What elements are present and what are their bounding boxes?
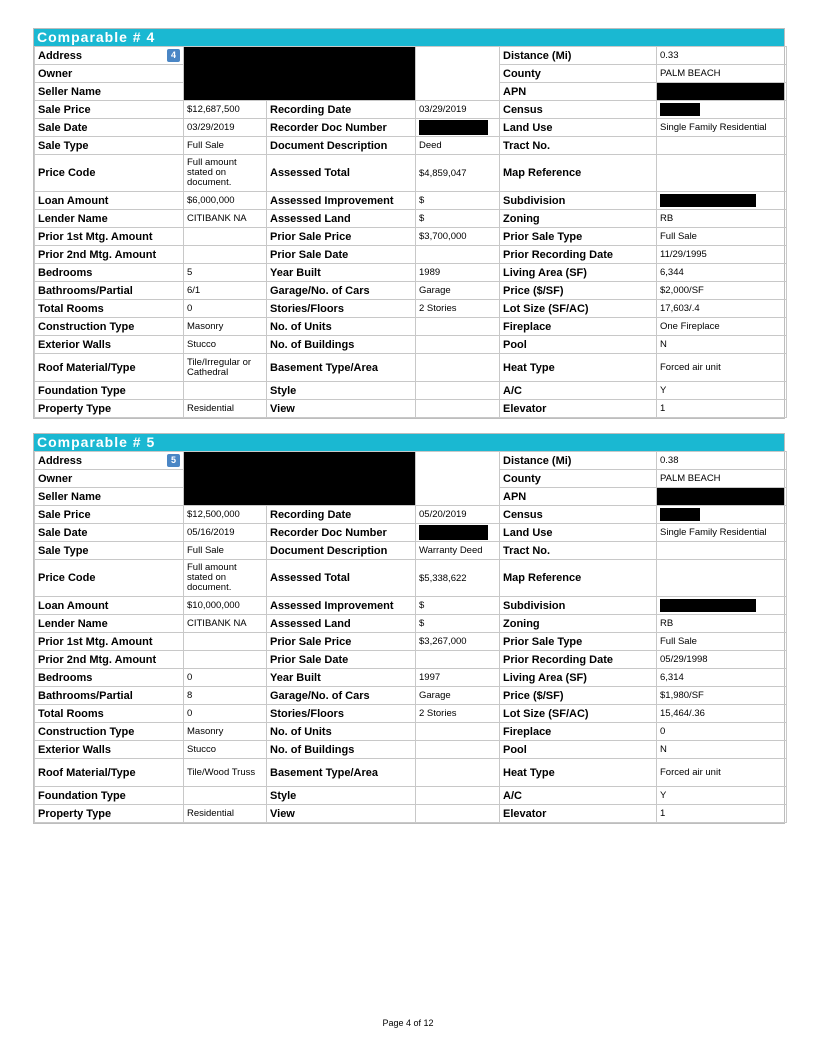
value-living-area: 6,344	[657, 264, 787, 282]
label-year-built: Year Built	[267, 669, 416, 687]
value-lender-name: CITIBANK NA	[184, 210, 267, 228]
redaction-box	[660, 194, 756, 207]
value-construction: Masonry	[184, 723, 267, 741]
value-price-code: Full amount stated on document.	[184, 155, 267, 192]
value-tract	[657, 137, 787, 155]
label-assessed-improvement: Assessed Improvement	[267, 597, 416, 615]
value-bedrooms: 5	[184, 264, 267, 282]
table-row	[35, 759, 787, 787]
value-prior-sale-date	[416, 651, 500, 669]
value-total-rooms: 0	[184, 300, 267, 318]
value-sale-type: Full Sale	[184, 542, 267, 560]
value-prior-sale-type: Full Sale	[657, 633, 787, 651]
value-buildings	[416, 741, 500, 759]
table-row	[35, 101, 787, 119]
table-row	[35, 524, 787, 542]
value-exterior: Stucco	[184, 336, 267, 354]
label-zoning: Zoning	[500, 615, 657, 633]
label-pool: Pool	[500, 336, 657, 354]
value-stories: 2 Stories	[416, 300, 500, 318]
value-construction: Masonry	[184, 318, 267, 336]
value-roof: Tile/Irregular or Cathedral	[184, 354, 267, 382]
label-county: County	[500, 65, 657, 83]
label-prior-sale-date: Prior Sale Date	[267, 246, 416, 264]
label-lot-size: Lot Size (SF/AC)	[500, 300, 657, 318]
label-map-ref: Map Reference	[500, 560, 657, 597]
label-prior-sale-price: Prior Sale Price	[267, 633, 416, 651]
table-row	[35, 354, 787, 382]
value-prior-1st	[184, 228, 267, 246]
value-sale-type: Full Sale	[184, 137, 267, 155]
label-recorder-doc: Recorder Doc Number	[267, 524, 416, 542]
label-garage: Garage/No. of Cars	[267, 687, 416, 705]
label-loan-amount: Loan Amount	[35, 597, 184, 615]
table-row	[35, 452, 787, 470]
value-buildings	[416, 336, 500, 354]
label-heat-type: Heat Type	[500, 354, 657, 382]
label-distance: Distance (Mi)	[500, 452, 657, 470]
value-bathrooms: 6/1	[184, 282, 267, 300]
value-census	[657, 506, 787, 524]
value-units	[416, 723, 500, 741]
comparable-header: Comparable # 5	[34, 434, 784, 451]
label-living-area: Living Area (SF)	[500, 669, 657, 687]
value-year-built: 1997	[416, 669, 500, 687]
value-total-rooms: 0	[184, 705, 267, 723]
label-recorder-doc: Recorder Doc Number	[267, 119, 416, 137]
label-prior-sale-type: Prior Sale Type	[500, 633, 657, 651]
comparable-section	[33, 28, 785, 419]
label-seller-name: Seller Name	[35, 83, 184, 101]
value-distance: 0.38	[657, 452, 787, 470]
value-map-ref	[657, 560, 787, 597]
redaction-box	[657, 488, 784, 505]
value-recorder-doc	[416, 524, 500, 542]
label-map-ref: Map Reference	[500, 155, 657, 192]
value-price-sf: $2,000/SF	[657, 282, 787, 300]
table-row	[35, 400, 787, 418]
label-heat-type: Heat Type	[500, 759, 657, 787]
comparable-table	[34, 451, 787, 823]
label-sale-type: Sale Type	[35, 542, 184, 560]
label-property-type: Property Type	[35, 400, 184, 418]
table-row	[35, 137, 787, 155]
table-row	[35, 669, 787, 687]
table-row	[35, 300, 787, 318]
table-row	[35, 336, 787, 354]
table-row	[35, 318, 787, 336]
value-ac: Y	[657, 787, 787, 805]
table-row	[35, 282, 787, 300]
label-prior-2nd: Prior 2nd Mtg. Amount	[35, 246, 184, 264]
table-row	[35, 246, 787, 264]
label-sale-type: Sale Type	[35, 137, 184, 155]
value-bedrooms: 0	[184, 669, 267, 687]
value-zoning: RB	[657, 615, 787, 633]
value-price-code: Full amount stated on document.	[184, 560, 267, 597]
table-row	[35, 615, 787, 633]
value-county: PALM BEACH	[657, 470, 787, 488]
label-owner: Owner	[35, 65, 184, 83]
table-row	[35, 264, 787, 282]
value-elevator: 1	[657, 805, 787, 823]
label-recording-date: Recording Date	[267, 101, 416, 119]
label-bathrooms: Bathrooms/Partial	[35, 687, 184, 705]
empty-cell	[416, 47, 500, 101]
label-bedrooms: Bedrooms	[35, 264, 184, 282]
label-stories: Stories/Floors	[267, 300, 416, 318]
value-prior-recording-date: 11/29/1995	[657, 246, 787, 264]
label-sale-price: Sale Price	[35, 101, 184, 119]
value-land-use: Single Family Residential	[657, 119, 787, 137]
value-lender-name: CITIBANK NA	[184, 615, 267, 633]
value-loan-amount: $6,000,000	[184, 192, 267, 210]
value-exterior: Stucco	[184, 741, 267, 759]
value-assessed-land: $	[416, 615, 500, 633]
label-exterior: Exterior Walls	[35, 336, 184, 354]
label-prior-1st: Prior 1st Mtg. Amount	[35, 633, 184, 651]
redaction-box	[660, 508, 700, 521]
label-census: Census	[500, 506, 657, 524]
label-foundation: Foundation Type	[35, 787, 184, 805]
value-view	[416, 805, 500, 823]
label-address: Address 4	[35, 47, 184, 65]
value-prior-sale-price: $3,267,000	[416, 633, 500, 651]
value-distance: 0.33	[657, 47, 787, 65]
table-row	[35, 155, 787, 192]
value-recording-date: 05/20/2019	[416, 506, 500, 524]
label-price-code: Price Code	[35, 560, 184, 597]
value-prior-sale-price: $3,700,000	[416, 228, 500, 246]
label-land-use: Land Use	[500, 119, 657, 137]
value-fireplace: One Fireplace	[657, 318, 787, 336]
empty-cell	[416, 452, 500, 506]
label-seller-name: Seller Name	[35, 488, 184, 506]
label-bathrooms: Bathrooms/Partial	[35, 282, 184, 300]
label-ac: A/C	[500, 787, 657, 805]
label-prior-recording-date: Prior Recording Date	[500, 246, 657, 264]
table-row	[35, 506, 787, 524]
value-bathrooms: 8	[184, 687, 267, 705]
table-row	[35, 687, 787, 705]
label-prior-sale-date: Prior Sale Date	[267, 651, 416, 669]
table-row	[35, 119, 787, 137]
value-garage: Garage	[416, 687, 500, 705]
value-year-built: 1989	[416, 264, 500, 282]
value-recording-date: 03/29/2019	[416, 101, 500, 119]
value-living-area: 6,314	[657, 669, 787, 687]
label-assessed-total: Assessed Total	[267, 560, 416, 597]
label-style: Style	[267, 787, 416, 805]
label-sale-date: Sale Date	[35, 119, 184, 137]
value-document-desc: Warranty Deed	[416, 542, 500, 560]
value-lot-size: 17,603/.4	[657, 300, 787, 318]
label-land-use: Land Use	[500, 524, 657, 542]
value-basement	[416, 759, 500, 787]
table-row	[35, 47, 787, 65]
table-row	[35, 805, 787, 823]
label-stories: Stories/Floors	[267, 705, 416, 723]
label-assessed-land: Assessed Land	[267, 615, 416, 633]
table-row	[35, 705, 787, 723]
value-stories: 2 Stories	[416, 705, 500, 723]
comparable-section	[33, 433, 785, 824]
value-sale-price: $12,687,500	[184, 101, 267, 119]
table-row	[35, 633, 787, 651]
value-units	[416, 318, 500, 336]
value-fireplace: 0	[657, 723, 787, 741]
label-buildings: No. of Buildings	[267, 336, 416, 354]
value-map-ref	[657, 155, 787, 192]
redacted-address-owner	[184, 47, 416, 101]
redaction-box	[419, 525, 488, 540]
value-sale-date: 03/29/2019	[184, 119, 267, 137]
label-roof: Roof Material/Type	[35, 759, 184, 787]
label-units: No. of Units	[267, 723, 416, 741]
label-prior-sale-price: Prior Sale Price	[267, 228, 416, 246]
value-prior-2nd	[184, 651, 267, 669]
label-tract: Tract No.	[500, 542, 657, 560]
value-tract	[657, 542, 787, 560]
table-row	[35, 228, 787, 246]
redaction-box	[419, 120, 488, 135]
value-view	[416, 400, 500, 418]
table-row	[35, 560, 787, 597]
value-roof: Tile/Wood Truss	[184, 759, 267, 787]
label-ac: A/C	[500, 382, 657, 400]
label-distance: Distance (Mi)	[500, 47, 657, 65]
value-subdivision	[657, 597, 787, 615]
value-document-desc: Deed	[416, 137, 500, 155]
label-loan-amount: Loan Amount	[35, 192, 184, 210]
label-zoning: Zoning	[500, 210, 657, 228]
label-prior-1st: Prior 1st Mtg. Amount	[35, 228, 184, 246]
value-lot-size: 15,464/.36	[657, 705, 787, 723]
label-subdivision: Subdivision	[500, 192, 657, 210]
label-year-built: Year Built	[267, 264, 416, 282]
label-price-sf: Price ($/SF)	[500, 282, 657, 300]
table-row	[35, 787, 787, 805]
table-row	[35, 723, 787, 741]
value-assessed-total: $5,338,622	[416, 560, 500, 597]
table-row	[35, 192, 787, 210]
value-pool: N	[657, 336, 787, 354]
value-recorder-doc	[416, 119, 500, 137]
value-ac: Y	[657, 382, 787, 400]
label-lender-name: Lender Name	[35, 615, 184, 633]
map-marker-icon[interactable]: 4	[167, 49, 180, 62]
value-property-type: Residential	[184, 805, 267, 823]
redacted-address-owner	[184, 452, 416, 506]
value-property-type: Residential	[184, 400, 267, 418]
value-sale-price: $12,500,000	[184, 506, 267, 524]
value-assessed-improvement: $	[416, 192, 500, 210]
redaction-box	[657, 83, 784, 100]
value-subdivision	[657, 192, 787, 210]
table-row	[35, 382, 787, 400]
label-pool: Pool	[500, 741, 657, 759]
value-loan-amount: $10,000,000	[184, 597, 267, 615]
label-total-rooms: Total Rooms	[35, 705, 184, 723]
label-assessed-total: Assessed Total	[267, 155, 416, 192]
value-garage: Garage	[416, 282, 500, 300]
label-living-area: Living Area (SF)	[500, 264, 657, 282]
table-row	[35, 651, 787, 669]
label-document-desc: Document Description	[267, 137, 416, 155]
label-basement: Basement Type/Area	[267, 354, 416, 382]
redaction-box	[660, 599, 756, 612]
value-foundation	[184, 382, 267, 400]
value-foundation	[184, 787, 267, 805]
map-marker-icon[interactable]: 5	[167, 454, 180, 467]
label-buildings: No. of Buildings	[267, 741, 416, 759]
label-roof: Roof Material/Type	[35, 354, 184, 382]
label-view: View	[267, 400, 416, 418]
value-heat-type: Forced air unit	[657, 354, 787, 382]
value-prior-sale-date	[416, 246, 500, 264]
label-units: No. of Units	[267, 318, 416, 336]
table-row	[35, 597, 787, 615]
label-assessed-land: Assessed Land	[267, 210, 416, 228]
label-lender-name: Lender Name	[35, 210, 184, 228]
value-basement	[416, 354, 500, 382]
table-row	[35, 741, 787, 759]
label-recording-date: Recording Date	[267, 506, 416, 524]
value-prior-sale-type: Full Sale	[657, 228, 787, 246]
value-land-use: Single Family Residential	[657, 524, 787, 542]
label-fireplace: Fireplace	[500, 318, 657, 336]
label-elevator: Elevator	[500, 400, 657, 418]
label-construction: Construction Type	[35, 723, 184, 741]
label-view: View	[267, 805, 416, 823]
label-assessed-improvement: Assessed Improvement	[267, 192, 416, 210]
value-assessed-total: $4,859,047	[416, 155, 500, 192]
value-style	[416, 382, 500, 400]
comparable-table	[34, 46, 787, 418]
table-row	[35, 542, 787, 560]
label-apn: APN	[500, 488, 657, 506]
redaction-box	[660, 103, 700, 116]
label-property-type: Property Type	[35, 805, 184, 823]
value-county: PALM BEACH	[657, 65, 787, 83]
label-foundation: Foundation Type	[35, 382, 184, 400]
value-census	[657, 101, 787, 119]
label-construction: Construction Type	[35, 318, 184, 336]
label-total-rooms: Total Rooms	[35, 300, 184, 318]
value-apn	[657, 83, 787, 101]
value-assessed-improvement: $	[416, 597, 500, 615]
label-document-desc: Document Description	[267, 542, 416, 560]
label-address: Address 5	[35, 452, 184, 470]
comparable-header: Comparable # 4	[34, 29, 784, 46]
label-census: Census	[500, 101, 657, 119]
label-price-code: Price Code	[35, 155, 184, 192]
value-style	[416, 787, 500, 805]
label-elevator: Elevator	[500, 805, 657, 823]
label-owner: Owner	[35, 470, 184, 488]
label-basement: Basement Type/Area	[267, 759, 416, 787]
page-footer: Page 4 of 12	[382, 1018, 434, 1028]
value-apn	[657, 488, 787, 506]
value-price-sf: $1,980/SF	[657, 687, 787, 705]
label-sale-date: Sale Date	[35, 524, 184, 542]
label-prior-2nd: Prior 2nd Mtg. Amount	[35, 651, 184, 669]
value-sale-date: 05/16/2019	[184, 524, 267, 542]
value-heat-type: Forced air unit	[657, 759, 787, 787]
value-prior-2nd	[184, 246, 267, 264]
value-prior-recording-date: 05/29/1998	[657, 651, 787, 669]
table-row	[35, 210, 787, 228]
label-tract: Tract No.	[500, 137, 657, 155]
label-apn: APN	[500, 83, 657, 101]
label-county: County	[500, 470, 657, 488]
label-garage: Garage/No. of Cars	[267, 282, 416, 300]
label-sale-price: Sale Price	[35, 506, 184, 524]
value-assessed-land: $	[416, 210, 500, 228]
label-prior-sale-type: Prior Sale Type	[500, 228, 657, 246]
value-zoning: RB	[657, 210, 787, 228]
value-pool: N	[657, 741, 787, 759]
label-bedrooms: Bedrooms	[35, 669, 184, 687]
value-prior-1st	[184, 633, 267, 651]
label-price-sf: Price ($/SF)	[500, 687, 657, 705]
label-lot-size: Lot Size (SF/AC)	[500, 705, 657, 723]
label-subdivision: Subdivision	[500, 597, 657, 615]
label-style: Style	[267, 382, 416, 400]
label-fireplace: Fireplace	[500, 723, 657, 741]
label-prior-recording-date: Prior Recording Date	[500, 651, 657, 669]
label-exterior: Exterior Walls	[35, 741, 184, 759]
value-elevator: 1	[657, 400, 787, 418]
